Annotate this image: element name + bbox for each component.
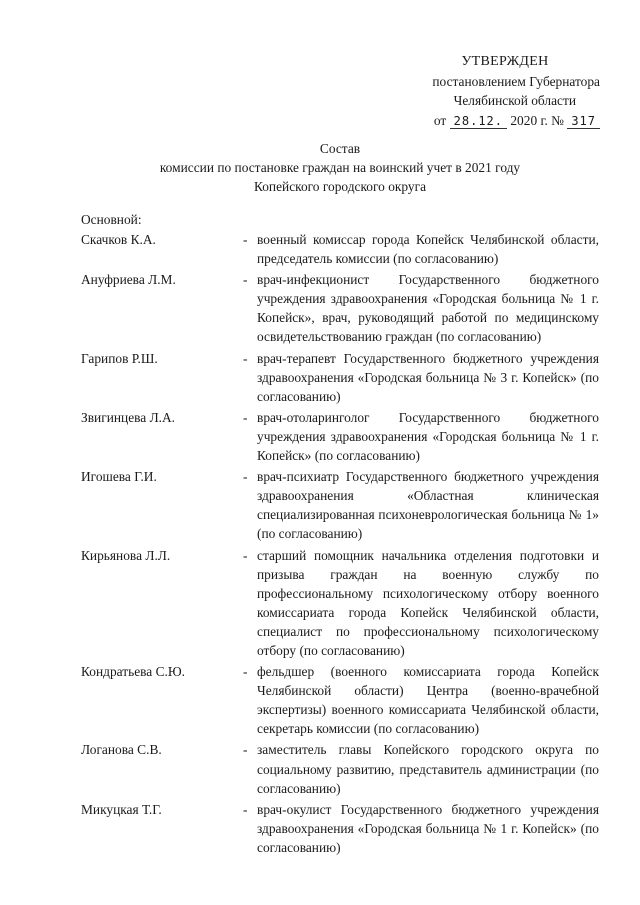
date-prefix: от [433, 112, 447, 128]
member-position: фельдшер (военного комиссариата города Копейск Челябинской области) Центра (военно-врачебной экспертизы) военного комиссариата Челябинской области, секретарь комиссии (по согласованию) [257, 664, 599, 737]
member-name: Скачков К.А. [81, 232, 156, 247]
approval-line-1: постановлением Губернатора [432, 73, 600, 89]
heading-line-3: Копейского городского округа [253, 179, 427, 194]
member-row [81, 467, 601, 543]
member-dash: - [243, 801, 248, 817]
member-position: врач-психиатр Государственного бюджетного учреждения здравоохранения «Областная клиническая специализированная психоневрологическая больница № 1» (по согласованию) [257, 469, 599, 542]
date-suffix: 2020 г. № [510, 112, 564, 128]
member-name: Микуцкая Т.Г. [81, 801, 162, 817]
member-row [81, 800, 601, 857]
member-position: врач-терапевт Государственного бюджетного учреждения здравоохранения «Городская больница № 3 г. Копейск» (по согласованию) [257, 350, 599, 404]
member-row [81, 662, 601, 738]
member-dash: - [243, 664, 248, 680]
member-dash: - [243, 350, 248, 366]
member-name: Звигинцева Л.А. [81, 409, 176, 425]
heading-line-1: Состав [319, 141, 361, 156]
date-handwritten: 28.12. [450, 114, 507, 129]
member-name: Ануфриева Л.М. [81, 272, 176, 288]
member-dash: - [243, 272, 248, 288]
member-row [81, 349, 601, 406]
approval-block [380, 52, 600, 131]
member-row [81, 546, 601, 661]
member-dash: - [243, 742, 248, 758]
member-dash: - [243, 469, 248, 485]
member-position: врач-окулист Государственного бюджетного учреждения здравоохранения «Городская больница № 1 г. Копейск» (по согласованию) [257, 801, 599, 855]
approval-line-2: Челябинской области [453, 93, 576, 108]
document-heading [80, 139, 600, 196]
approval-title: УТВЕРЖДЕН [461, 54, 549, 69]
member-name: Гарипов Р.Ш. [81, 350, 158, 366]
heading-line-2: комиссии по постановке граждан на воинский учет в 2021 году [159, 160, 521, 175]
member-name: Игошева Г.И. [81, 469, 157, 485]
member-position: военный комиссар города Копейск Челябинской области, председатель комиссии (по согласованию) [257, 232, 599, 267]
member-name: Кондратьева С.Ю. [81, 664, 185, 680]
member-row [81, 230, 601, 268]
members-list [81, 230, 601, 859]
member-row [81, 408, 601, 465]
member-dash: - [243, 547, 248, 563]
member-position: врач-отоларинголог Государственного бюджетного учреждения здравоохранения «Городская больница № 1 г. Копейск» (по согласованию) [257, 409, 599, 464]
member-position: заместитель главы Копейского городского округа по социальному развитию, представитель администрации (по согласованию) [257, 742, 599, 796]
member-position: врач-инфекционист Государственного бюджетного учреждения здравоохранения «Городская больница № 1 г. Копейск», врач, руководящий работой по медицинскому освидетельствованию граждан (по согласованию) [257, 272, 599, 345]
member-name: Логанова С.В. [81, 742, 162, 758]
number-handwritten: 317 [567, 114, 600, 129]
member-row [81, 270, 601, 346]
member-name: Кирьянова Л.Л. [81, 547, 171, 563]
member-dash: - [243, 409, 248, 425]
member-row [81, 740, 601, 797]
member-dash: - [243, 232, 248, 247]
section-label: Основной: [81, 212, 142, 227]
approval-date-line [380, 111, 600, 132]
member-position: старший помощник начальника отделения подготовки и призыва граждан на военную службу по профессиональному психологическому отбору военного комиссариата города Копейск Челябинской области, специалист по профессиональному психологическому отбору (по согласованию) [257, 547, 599, 658]
